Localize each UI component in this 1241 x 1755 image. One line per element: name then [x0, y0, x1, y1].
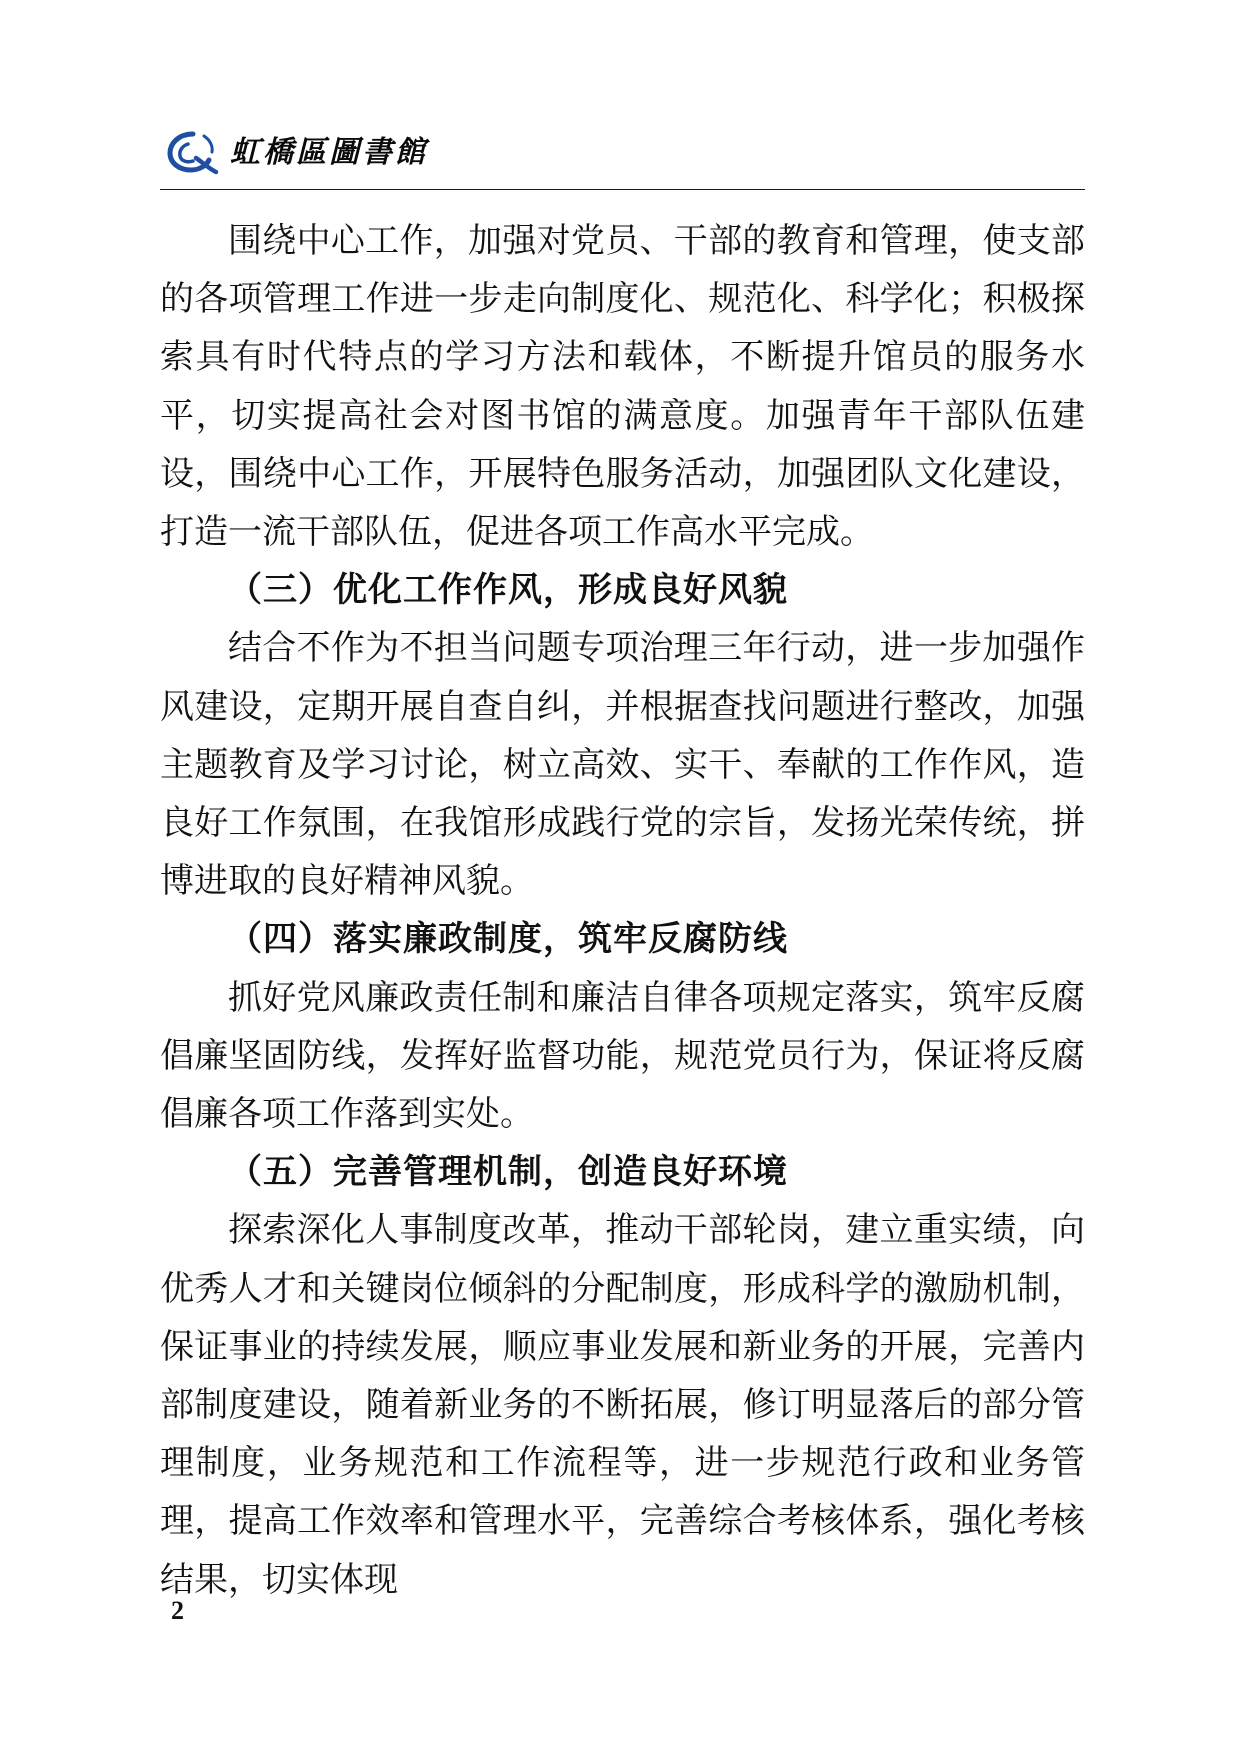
body-paragraph: 围绕中心工作，加强对党员、干部的教育和管理，使支部的各项管理工作进一步走向制度化、规范化、科学化；积极探索具有时代特点的学习方法和载体，不断提升馆员的服务水平，切实提高社会对图书馆的满意度。加强青年干部队伍建设，围绕中心工作，开展特色服务活动，加强团队文化建设，打造一流干部队伍，促进各项工作高水平完成。: [160, 221, 1085, 553]
section-heading: （五）完善管理机制，创造良好环境: [228, 1152, 788, 1193]
document-body: [160, 212, 1085, 1609]
header-divider: [160, 189, 1085, 190]
section-heading: （四）落实廉政制度，筑牢反腐防线: [228, 919, 788, 960]
page-header: [160, 120, 1085, 192]
library-logo-icon: [166, 130, 220, 176]
library-name: 虹橋區圖書館: [230, 135, 428, 170]
section-heading: （三）优化工作作风，形成良好风貌: [228, 570, 788, 611]
body-paragraph: 结合不作为不担当问题专项治理三年行动，进一步加强作风建设，定期开展自查自纠，并根据查找问题进行整改，加强主题教育及学习讨论，树立高效、实干、奉献的工作作风，造良好工作氛围，在我馆形成践行党的宗旨，发扬光荣传统，拼博进取的良好精神风貌。: [160, 628, 1085, 902]
body-paragraph: 探索深化人事制度改革，推动干部轮岗，建立重实绩，向优秀人才和关键岗位倾斜的分配制度，形成科学的激励机制，保证事业的持续发展，顺应事业发展和新业务的开展，完善内部制度建设，随着新业务的不断拓展，修订明显落后的部分管理制度，业务规范和工作流程等，进一步规范行政和业务管理，提高工作效率和管理水平，完善综合考核体系，强化考核结果，切实体现: [160, 1210, 1085, 1600]
page-number: 2: [171, 1596, 184, 1625]
body-paragraph: 抓好党风廉政责任制和廉洁自律各项规定落实，筑牢反腐倡廉坚固防线，发挥好监督功能，规范党员行为，保证将反腐倡廉各项工作落到实处。: [160, 977, 1085, 1135]
